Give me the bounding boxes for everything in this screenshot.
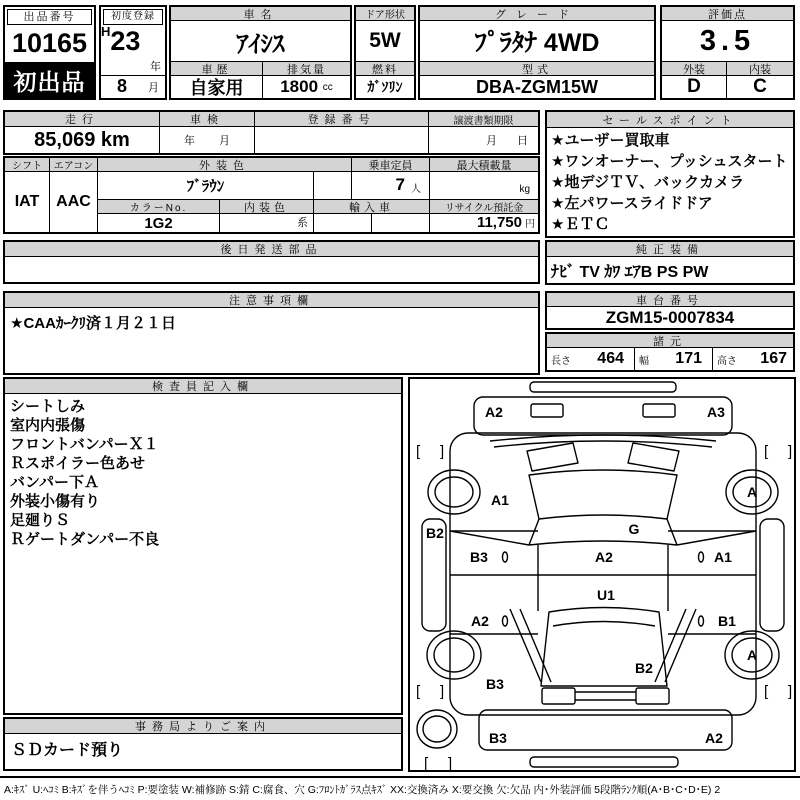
mileage-strip bbox=[3, 110, 540, 155]
inspection-year: 年 bbox=[184, 135, 195, 147]
capacity-unit: 人 bbox=[411, 184, 421, 195]
list-line: バンパー下Ａ bbox=[10, 474, 99, 491]
length-label: 長さ bbox=[551, 355, 571, 367]
panel-label-roof-center: U1 bbox=[597, 587, 615, 603]
office-info-box bbox=[3, 717, 403, 771]
fuel-label: 燃料 bbox=[356, 62, 414, 76]
front-right-door-handle bbox=[699, 552, 704, 562]
mirror-bracket-right-open: [ bbox=[764, 443, 769, 460]
grade-box bbox=[418, 5, 656, 100]
transfer-day: 日 bbox=[517, 135, 528, 147]
first-listing-badge: 初出品 bbox=[5, 62, 94, 98]
model-code-label: 型式 bbox=[420, 62, 654, 76]
sales-points-list bbox=[547, 128, 793, 236]
panel-label-left-front-fender: A1 bbox=[491, 492, 509, 508]
interior-color-value bbox=[220, 214, 314, 232]
recycle-fee: 11,750 bbox=[476, 214, 522, 231]
max-load-unit: kg bbox=[519, 184, 530, 195]
model-code-value: DBA-ZGM15W bbox=[476, 76, 598, 97]
list-line: ★ワンオーナー、プッシュスタート bbox=[551, 153, 788, 170]
car-top-view-diagram bbox=[410, 379, 794, 770]
year-suffix: 年 bbox=[150, 61, 161, 73]
spare-bracket-close: ] bbox=[448, 755, 453, 770]
notes-value: ★CAAｶｰｸﾘ済１月２１日 bbox=[10, 315, 176, 332]
office-info-value: ＳＤカード預り bbox=[11, 742, 124, 759]
spec-block bbox=[3, 156, 540, 234]
shift-value: IAT bbox=[5, 172, 50, 232]
rear-bottom-strip bbox=[530, 757, 678, 767]
side-bracket-right-open: [ bbox=[764, 683, 769, 700]
rear-left-wheel-inner bbox=[434, 638, 474, 672]
auction-number-label: 出品番号 bbox=[7, 9, 92, 25]
rear-bumper bbox=[479, 710, 732, 750]
panel-label-left-rocker: B2 bbox=[426, 525, 444, 541]
exterior-color-value: ﾌﾞﾗｳﾝ bbox=[98, 172, 314, 200]
chassis-label: 車台番号 bbox=[547, 293, 793, 307]
rear-left-door-handle bbox=[503, 616, 508, 626]
displacement-value bbox=[263, 76, 350, 98]
cowl-line bbox=[529, 541, 677, 545]
front-lamp-right bbox=[643, 404, 675, 417]
panel-label-windshield: G bbox=[628, 521, 640, 537]
interior-color-suffix: 系 bbox=[297, 217, 308, 229]
chassis-value: ZGM15-0007834 bbox=[605, 307, 735, 327]
registration-number-label: 登録番号 bbox=[255, 112, 429, 127]
notes-box bbox=[3, 291, 540, 375]
panel-label-rear-bumper-right: A2 bbox=[705, 730, 723, 746]
inspection-month: 月 bbox=[219, 135, 230, 147]
color-no-value: 1G2 bbox=[98, 214, 220, 232]
first-registration-box bbox=[99, 5, 167, 100]
side-bracket-right-close: ] bbox=[788, 683, 793, 700]
panel-label-left-front-door: B3 bbox=[470, 549, 488, 565]
max-load-label: 最大積載量 bbox=[430, 158, 538, 172]
panel-label-right-rear-door: B1 bbox=[718, 613, 736, 629]
mirror-bracket-right-close: ] bbox=[788, 443, 793, 460]
side-bracket-left-open: [ bbox=[416, 683, 421, 700]
later-parts-box bbox=[3, 240, 540, 284]
auction-number: 10165 bbox=[11, 27, 88, 58]
displacement-unit: cc bbox=[322, 81, 333, 93]
panel-label-right-front-door: A1 bbox=[714, 549, 732, 565]
mirror-bracket-left-open: [ bbox=[416, 443, 421, 460]
oem-equipment-value: ﾅﾋﾞ TV ｶﾜ ｴｱB PS PW bbox=[551, 263, 709, 281]
first-registration-month bbox=[101, 76, 165, 98]
import-label: 輸入車 bbox=[314, 200, 430, 214]
rear-window-line bbox=[553, 622, 655, 627]
front-top-strip bbox=[530, 382, 676, 392]
inspector-notes-list bbox=[5, 394, 401, 713]
car-name: ｱｲｼｽ bbox=[171, 21, 350, 62]
length-value: 464 bbox=[597, 350, 624, 367]
transfer-month: 月 bbox=[486, 135, 497, 147]
inspection-value bbox=[160, 127, 255, 153]
sales-points-box bbox=[545, 110, 795, 238]
interior-label: 内装 bbox=[727, 62, 793, 76]
score-value: 3.5 bbox=[662, 21, 793, 62]
car-name-label: 車名 bbox=[171, 7, 350, 21]
width-value: 171 bbox=[675, 350, 702, 367]
inspector-notes-box bbox=[3, 377, 403, 715]
body-outline bbox=[450, 433, 756, 715]
capacity-value bbox=[352, 172, 430, 200]
capacity-number: 7 bbox=[395, 175, 405, 194]
taillight-left bbox=[542, 688, 575, 704]
transfer-docs-label: 譲渡書類期限 bbox=[429, 112, 538, 127]
interior-color-label: 内装色 bbox=[220, 200, 314, 214]
door-shape-value: 5W bbox=[356, 21, 414, 62]
panel-label-right-rear-wheel: A bbox=[746, 647, 758, 663]
office-info-label: 事務局よりご案内 bbox=[5, 719, 401, 734]
month-suffix: 月 bbox=[148, 82, 159, 94]
height-label: 高さ bbox=[717, 355, 737, 367]
taillight-right bbox=[636, 688, 669, 704]
mileage-unit: km bbox=[100, 128, 130, 151]
front-left-door-handle bbox=[503, 552, 508, 562]
dimensions-box bbox=[545, 332, 795, 372]
list-line: 足廻りＳ bbox=[10, 512, 71, 529]
max-load-value bbox=[430, 172, 538, 200]
era-letter: H bbox=[101, 24, 111, 39]
color-change-cell bbox=[314, 172, 352, 200]
list-line: 外装小傷有り bbox=[10, 493, 101, 510]
dimensions-label: 諸元 bbox=[547, 334, 793, 348]
mileage-value bbox=[5, 127, 160, 153]
headlight-left bbox=[527, 443, 578, 471]
panel-label-right-front-wheel: A bbox=[746, 484, 758, 500]
panel-label-rear-bumper-left: B3 bbox=[489, 730, 507, 746]
panel-label-roof-front: A2 bbox=[595, 549, 613, 565]
car-name-box bbox=[169, 5, 352, 100]
exterior-label: 外装 bbox=[662, 62, 727, 76]
score-label: 評価点 bbox=[662, 7, 793, 21]
oem-equipment-box bbox=[545, 240, 795, 285]
windshield bbox=[529, 470, 677, 519]
front-left-wheel-inner bbox=[435, 477, 473, 507]
legend-footer: A:ｷｽﾞ U:ﾍｺﾐ B:ｷｽﾞを伴うﾍｺﾐ P:要塗装 W:補修跡 S:錆 C:腐食、穴 G:ﾌﾛﾝﾄｶﾞﾗｽ点ｷｽﾞ XX:交換済み X:要交換 欠:欠品 内･外装評価 5段階ﾗﾝｸ順(A･B･C･D･E) 2 bbox=[0, 776, 800, 800]
panel-label-left-rear-door: A2 bbox=[471, 613, 489, 629]
side-bracket-left-close: ] bbox=[440, 683, 445, 700]
door-shape-label: ドア形状 bbox=[356, 7, 414, 21]
later-parts-label: 後日発送部品 bbox=[5, 242, 538, 257]
registration-number-value bbox=[255, 127, 429, 153]
list-line: Ｒゲートダンパー不良 bbox=[10, 531, 160, 548]
front-bumper bbox=[474, 397, 732, 435]
car-diagram-box bbox=[408, 377, 796, 772]
first-registration-year bbox=[101, 24, 165, 76]
reg-month: 8 bbox=[117, 76, 128, 96]
list-line: ★ＥＴＣ bbox=[551, 216, 610, 233]
transfer-docs-value bbox=[429, 127, 538, 153]
fuel-value: ｶﾞｿﾘﾝ bbox=[367, 79, 403, 95]
height-value: 167 bbox=[760, 350, 787, 367]
chassis-box bbox=[545, 291, 795, 330]
spare-bracket-open: [ bbox=[424, 755, 429, 770]
list-line: ★地デジＴＶ、バックカメラ bbox=[551, 174, 745, 191]
displacement-number: 1800 bbox=[280, 77, 319, 96]
mirror-bracket-left-close: ] bbox=[440, 443, 445, 460]
displacement-label: 排気量 bbox=[263, 62, 350, 76]
reg-year: 23 bbox=[110, 26, 141, 56]
aircon-label: エアコン bbox=[50, 158, 98, 172]
import-cell-2 bbox=[372, 214, 430, 232]
oem-equipment-label: 純正装備 bbox=[547, 242, 793, 257]
plate-garnish-lines bbox=[575, 692, 636, 700]
aircon-value: AAC bbox=[50, 172, 98, 232]
import-cell-1 bbox=[314, 214, 372, 232]
shift-label: シフト bbox=[5, 158, 50, 172]
recycle-label: リサイクル預託金 bbox=[430, 200, 538, 214]
interior-grade: C bbox=[753, 76, 767, 97]
recycle-value bbox=[430, 214, 538, 232]
spare-tire-inner bbox=[423, 716, 451, 742]
capacity-label: 乗車定員 bbox=[352, 158, 430, 172]
door-divider-lines bbox=[450, 531, 756, 634]
history-value: 自家用 bbox=[171, 76, 263, 98]
auction-number-box bbox=[3, 5, 96, 100]
rear-right-door-handle bbox=[699, 616, 704, 626]
first-registration-label: 初度登録 bbox=[103, 9, 163, 25]
history-label: 車歴 bbox=[171, 62, 263, 76]
grade-value: ﾌﾟﾗﾀﾅ 4WD bbox=[420, 21, 654, 62]
notes-label: 注意事項欄 bbox=[5, 293, 538, 308]
headlight-right bbox=[628, 443, 679, 471]
panel-label-rear-gate: B2 bbox=[635, 660, 653, 676]
list-line: 室内内張傷 bbox=[10, 417, 86, 434]
fender-lines bbox=[450, 531, 756, 545]
width-cell bbox=[635, 348, 713, 370]
color-no-label: カラーNo. bbox=[98, 200, 220, 214]
hood-edge-line2 bbox=[494, 441, 712, 447]
mileage-number: 85,069 bbox=[34, 128, 96, 151]
height-cell bbox=[713, 348, 793, 370]
later-parts-value bbox=[5, 257, 538, 282]
list-line: Ｒスポイラー色あせ bbox=[10, 455, 146, 472]
panel-label-left-rear-quarter: B3 bbox=[486, 676, 504, 692]
mileage-label: 走行 bbox=[5, 112, 160, 127]
list-line: フロントバンパーＸ１ bbox=[10, 436, 159, 453]
front-lamp-left bbox=[531, 404, 563, 417]
list-line: ★ユーザー買取車 bbox=[551, 132, 670, 149]
list-line: シートしみ bbox=[10, 398, 86, 415]
d-pillar-lines bbox=[510, 609, 696, 682]
hood-edge-line bbox=[490, 435, 716, 441]
panel-label-front-bumper-left: A2 bbox=[485, 404, 503, 420]
score-box bbox=[660, 5, 795, 100]
width-label: 幅 bbox=[639, 355, 649, 367]
inspection-label: 車検 bbox=[160, 112, 255, 127]
exterior-color-label: 外装色 bbox=[98, 158, 352, 172]
grade-label: グレード bbox=[420, 7, 654, 21]
exterior-grade: D bbox=[662, 76, 727, 98]
panel-label-front-bumper-right: A3 bbox=[707, 404, 725, 420]
list-line: ★左パワースライドドア bbox=[551, 195, 713, 212]
length-cell bbox=[547, 348, 635, 370]
sales-points-label: セールスポイント bbox=[547, 112, 793, 128]
door-shape-box bbox=[354, 5, 416, 100]
recycle-unit: 円 bbox=[525, 219, 535, 230]
right-rocker-panel bbox=[760, 519, 784, 631]
inspector-notes-label: 検査員記入欄 bbox=[5, 379, 401, 394]
